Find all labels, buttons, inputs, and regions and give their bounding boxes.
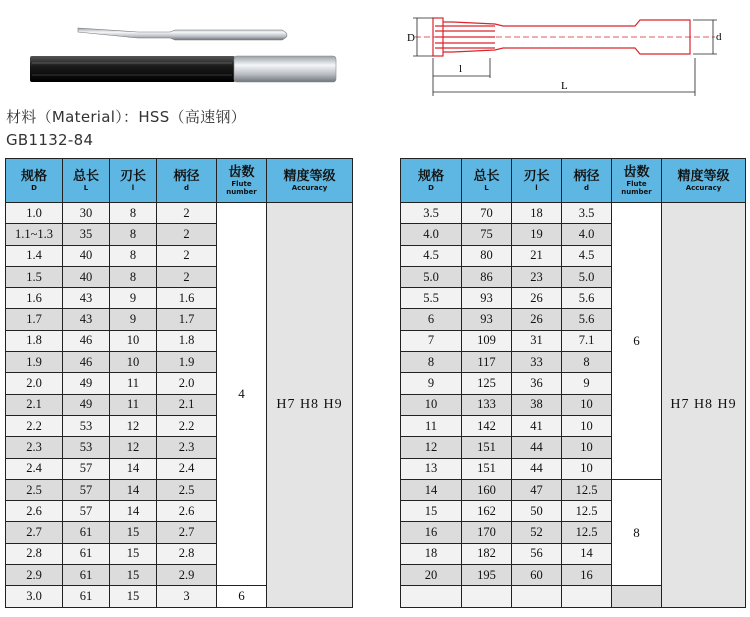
- spec-cell: 2.3: [6, 437, 63, 458]
- flute-length-cell: 8: [110, 245, 157, 266]
- total-length-cell: 162: [462, 501, 512, 522]
- shank-diameter-cell: 3.5: [562, 203, 612, 224]
- shank-diameter-cell: 12.5: [562, 479, 612, 500]
- flute-length-cell: 18: [512, 203, 562, 224]
- spec-cell: 8: [401, 352, 462, 373]
- spec-cell: [401, 586, 462, 607]
- reamer-photo: [20, 18, 350, 98]
- flute-length-cell: 31: [512, 330, 562, 351]
- flute-length-cell: 8: [110, 203, 157, 224]
- shank-diameter-cell: 2.8: [157, 543, 217, 564]
- shank-diameter-cell: 4.0: [562, 224, 612, 245]
- total-length-cell: 142: [462, 415, 512, 436]
- shank-diameter-cell: 9: [562, 373, 612, 394]
- shank-diameter-cell: 2.1: [157, 394, 217, 415]
- total-length-cell: 57: [63, 479, 110, 500]
- shank-diameter-cell: 1.9: [157, 352, 217, 373]
- shank-diameter-cell: 16: [562, 565, 612, 586]
- total-length-cell: 61: [63, 565, 110, 586]
- header-flute-length: 刃长 l: [512, 159, 562, 203]
- flute-number-cell: 6: [612, 203, 662, 480]
- shank-diameter-cell: 1.8: [157, 330, 217, 351]
- flute-length-cell: 15: [110, 543, 157, 564]
- spec-cell: 2.0: [6, 373, 63, 394]
- shank-diameter-cell: 8: [562, 352, 612, 373]
- total-length-cell: 133: [462, 394, 512, 415]
- accuracy-cell: H7 H8 H9: [267, 203, 353, 608]
- shank-diameter-cell: 4.5: [562, 245, 612, 266]
- spec-cell: 2.8: [6, 543, 63, 564]
- flute-length-cell: 12: [110, 437, 157, 458]
- spec-cell: 13: [401, 458, 462, 479]
- flute-length-cell: 15: [110, 522, 157, 543]
- spec-cell: 1.6: [6, 288, 63, 309]
- spec-cell: 4.0: [401, 224, 462, 245]
- spec-cell: 5.0: [401, 266, 462, 287]
- flute-number-cell: [612, 586, 662, 607]
- flute-length-cell: [512, 586, 562, 607]
- header-flute-length: 刃长 l: [110, 159, 157, 203]
- total-length-cell: 182: [462, 543, 512, 564]
- table-header-row: [6, 159, 353, 203]
- shank-diameter-cell: 12.5: [562, 501, 612, 522]
- spec-cell: 1.9: [6, 352, 63, 373]
- shank-diameter-cell: 5.6: [562, 309, 612, 330]
- total-length-cell: 40: [63, 266, 110, 287]
- flute-length-cell: 9: [110, 309, 157, 330]
- shank-diameter-cell: 2.2: [157, 415, 217, 436]
- total-length-cell: 109: [462, 330, 512, 351]
- flute-length-cell: 19: [512, 224, 562, 245]
- flute-length-cell: 33: [512, 352, 562, 373]
- shank-diameter-cell: 2.4: [157, 458, 217, 479]
- shank-diameter-cell: 3: [157, 586, 217, 607]
- spec-cell: 9: [401, 373, 462, 394]
- shank-diameter-cell: 2.0: [157, 373, 217, 394]
- shank-diameter-cell: 2.9: [157, 565, 217, 586]
- spec-cell: 2.9: [6, 565, 63, 586]
- total-length-cell: 93: [462, 288, 512, 309]
- spec-cell: 2.6: [6, 501, 63, 522]
- flute-number-cell: 4: [217, 203, 267, 586]
- table-row: [6, 203, 353, 224]
- spec-cell: 2.1: [6, 394, 63, 415]
- spec-cell: 2.2: [6, 415, 63, 436]
- dim-L-label: L: [561, 80, 568, 92]
- total-length-cell: 49: [63, 373, 110, 394]
- spec-cell: 14: [401, 479, 462, 500]
- total-length-cell: 70: [462, 203, 512, 224]
- total-length-cell: 53: [63, 415, 110, 436]
- flute-number-cell: 8: [612, 479, 662, 585]
- spec-cell: 1.7: [6, 309, 63, 330]
- flute-length-cell: 26: [512, 288, 562, 309]
- header-spec: 规格 D: [401, 159, 462, 203]
- spec-cell: 20: [401, 565, 462, 586]
- total-length-cell: 46: [63, 330, 110, 351]
- spec-cell: 4.5: [401, 245, 462, 266]
- spec-cell: 5.5: [401, 288, 462, 309]
- total-length-cell: 49: [63, 394, 110, 415]
- material-text: 材料（Material）：HSS（高速钢）: [6, 108, 247, 126]
- spec-cell: 1.8: [6, 330, 63, 351]
- left-spec-table: [5, 158, 353, 608]
- large-reamer-image: [30, 56, 336, 82]
- shank-diameter-cell: 2.3: [157, 437, 217, 458]
- flute-length-cell: 60: [512, 565, 562, 586]
- shank-diameter-cell: 5.6: [562, 288, 612, 309]
- accuracy-cell: H7 H8 H9: [662, 203, 746, 608]
- flute-length-cell: 9: [110, 288, 157, 309]
- standard-code-text: GB1132-84: [6, 131, 94, 149]
- shank-diameter-cell: 10: [562, 415, 612, 436]
- flute-length-cell: 15: [110, 565, 157, 586]
- flute-length-cell: 50: [512, 501, 562, 522]
- shank-diameter-cell: [562, 586, 612, 607]
- total-length-cell: 117: [462, 352, 512, 373]
- shank-diameter-cell: 2.6: [157, 501, 217, 522]
- dim-l-label: l: [459, 63, 463, 75]
- shank-diameter-cell: 5.0: [562, 266, 612, 287]
- total-length-cell: 80: [462, 245, 512, 266]
- spec-cell: 3.5: [401, 203, 462, 224]
- dim-d-label: d: [716, 31, 722, 43]
- spec-cell: 11: [401, 415, 462, 436]
- total-length-cell: 35: [63, 224, 110, 245]
- total-length-cell: 93: [462, 309, 512, 330]
- total-length-cell: 170: [462, 522, 512, 543]
- header-flute-number: 齿数 Flute number: [217, 159, 267, 203]
- spec-cell: 1.1~1.3: [6, 224, 63, 245]
- spec-cell: 16: [401, 522, 462, 543]
- spec-cell: 3.0: [6, 586, 63, 607]
- flute-length-cell: 38: [512, 394, 562, 415]
- total-length-cell: 57: [63, 501, 110, 522]
- total-length-cell: 61: [63, 543, 110, 564]
- total-length-cell: 160: [462, 479, 512, 500]
- shank-diameter-cell: 10: [562, 437, 612, 458]
- small-reamer-image: [78, 28, 287, 40]
- shank-diameter-cell: 10: [562, 394, 612, 415]
- flute-length-cell: 8: [110, 266, 157, 287]
- table-header-row: [401, 159, 746, 203]
- flute-length-cell: 44: [512, 437, 562, 458]
- total-length-cell: 53: [63, 437, 110, 458]
- total-length-cell: 61: [63, 586, 110, 607]
- shank-diameter-cell: 7.1: [562, 330, 612, 351]
- flute-number-cell: 6: [217, 586, 267, 607]
- total-length-cell: 125: [462, 373, 512, 394]
- header-shank-diameter: 柄径 d: [157, 159, 217, 203]
- spec-cell: 15: [401, 501, 462, 522]
- right-spec-table: [400, 158, 746, 608]
- flute-length-cell: 15: [110, 586, 157, 607]
- total-length-cell: 43: [63, 288, 110, 309]
- dim-D-label: D: [407, 32, 415, 44]
- flute-length-cell: 41: [512, 415, 562, 436]
- spec-cell: 2.5: [6, 479, 63, 500]
- spec-cell: 12: [401, 437, 462, 458]
- flute-length-cell: 10: [110, 352, 157, 373]
- flute-length-cell: 14: [110, 501, 157, 522]
- header-total-length: 总长 L: [462, 159, 512, 203]
- header-accuracy: 精度等级 Accuracy: [662, 159, 746, 203]
- flute-length-cell: 14: [110, 479, 157, 500]
- shank-diameter-cell: 1.7: [157, 309, 217, 330]
- header-total-length: 总长 L: [63, 159, 110, 203]
- total-length-cell: 75: [462, 224, 512, 245]
- flute-length-cell: 56: [512, 543, 562, 564]
- header-spec: 规格 D: [6, 159, 63, 203]
- reamer-technical-drawing: [395, 8, 735, 100]
- shank-diameter-cell: 2: [157, 224, 217, 245]
- shank-diameter-cell: 12.5: [562, 522, 612, 543]
- total-length-cell: 195: [462, 565, 512, 586]
- header-shank-diameter: 柄径 d: [562, 159, 612, 203]
- total-length-cell: 43: [63, 309, 110, 330]
- total-length-cell: 46: [63, 352, 110, 373]
- table-row: [401, 203, 746, 224]
- shank-diameter-cell: 2: [157, 245, 217, 266]
- spec-cell: 2.4: [6, 458, 63, 479]
- spec-cell: 10: [401, 394, 462, 415]
- shank-diameter-cell: 10: [562, 458, 612, 479]
- total-length-cell: 30: [63, 203, 110, 224]
- shank-diameter-cell: 2: [157, 203, 217, 224]
- flute-length-cell: 44: [512, 458, 562, 479]
- flute-length-cell: 12: [110, 415, 157, 436]
- total-length-cell: 57: [63, 458, 110, 479]
- flute-length-cell: 14: [110, 458, 157, 479]
- spec-cell: 7: [401, 330, 462, 351]
- total-length-cell: 40: [63, 245, 110, 266]
- flute-length-cell: 11: [110, 373, 157, 394]
- header-flute-number: 齿数 Flute number: [612, 159, 662, 203]
- total-length-cell: 86: [462, 266, 512, 287]
- flute-length-cell: 36: [512, 373, 562, 394]
- flute-length-cell: 23: [512, 266, 562, 287]
- total-length-cell: 151: [462, 458, 512, 479]
- spec-cell: 6: [401, 309, 462, 330]
- shank-diameter-cell: 2.7: [157, 522, 217, 543]
- flute-length-cell: 47: [512, 479, 562, 500]
- header-accuracy: 精度等级 Accuracy: [267, 159, 353, 203]
- spec-cell: 1.4: [6, 245, 63, 266]
- flute-length-cell: 11: [110, 394, 157, 415]
- total-length-cell: 151: [462, 437, 512, 458]
- flute-length-cell: 8: [110, 224, 157, 245]
- spec-cell: 2.7: [6, 522, 63, 543]
- flute-length-cell: 10: [110, 330, 157, 351]
- shank-diameter-cell: 2: [157, 266, 217, 287]
- flute-length-cell: 26: [512, 309, 562, 330]
- total-length-cell: 61: [63, 522, 110, 543]
- shank-diameter-cell: 2.5: [157, 479, 217, 500]
- flute-length-cell: 52: [512, 522, 562, 543]
- flute-length-cell: 21: [512, 245, 562, 266]
- spec-cell: 1.5: [6, 266, 63, 287]
- total-length-cell: [462, 586, 512, 607]
- shank-diameter-cell: 1.6: [157, 288, 217, 309]
- spec-cell: 18: [401, 543, 462, 564]
- spec-cell: 1.0: [6, 203, 63, 224]
- shank-diameter-cell: 14: [562, 543, 612, 564]
